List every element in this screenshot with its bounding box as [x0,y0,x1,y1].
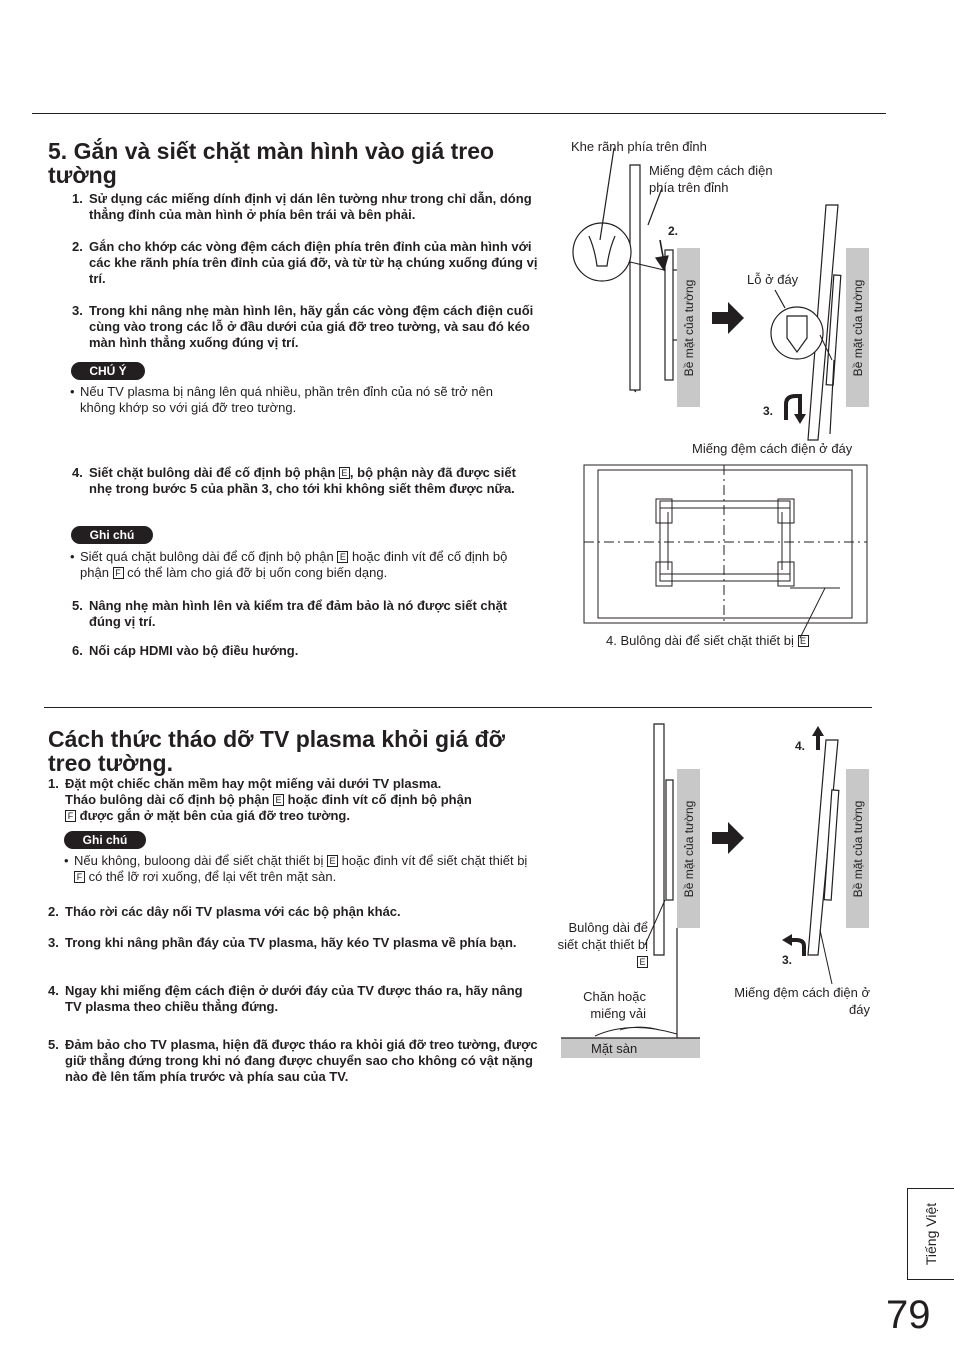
step-text: Tháo rời các dây nối TV plasma với các bộ phận khác. [65,904,401,919]
step-text: Nối cáp HDMI vào bộ điều hướng. [89,643,299,658]
part-e-icon: E [273,794,284,806]
step-number: 2. [48,904,59,919]
section1-step-4: 4. Siết chặt bulông dài để cố định bộ phận E , bộ phận này đã được siết nhẹ trong bước 5 của phần 3, cho tới khi không siết thêm được nữa. [72,465,516,496]
bolt-caption: 4. Bulông dài để siết chặt thiết bị E [606,632,809,649]
step-number: 4. [48,983,59,998]
step-number: 2. [72,239,83,254]
step-text: Ngay khi miếng đệm cách điện ở dưới đáy của TV được tháo ra, hãy nâng TV plasma theo chiều thẳng đứng. [65,983,523,1014]
section1-title: 5. Gắn và siết chặt màn hình vào giá treo tường [48,138,495,188]
section2-title: Cách thức tháo dỡ TV plasma khỏi giá đỡ treo tường. [48,726,506,776]
step-text: Sử dụng các miếng dính định vị dán lên tường như trong chỉ dẫn, dóng thẳng đỉnh của màn hình ở phía bên trái và bên phải. [89,191,532,222]
section2-step-4 [48,983,538,1015]
step-text: Trong khi nâng phần đáy của TV plasma, hãy kéo TV plasma về phía bạn. [65,935,517,950]
part-e-icon: E [327,855,338,867]
label-top-slot: Khe rãnh phía trên đỉnh [571,139,707,154]
step-number: 4. [72,465,83,480]
part-e-icon: E [339,467,350,479]
section2-step-1: 1. Đặt một chiếc chăn mềm hay một miếng vải dưới TV plasma. Tháo bulông dài cố định bộ phận E hoặc đinh vít cố định bộ phận F được gắn ở mặt bên của giá đỡ treo tường. [48,776,472,823]
section2-rule [44,707,872,708]
caution-text: Nếu TV plasma bị nâng lên quá nhiều, phần trên đỉnh của nó sẽ trở nên không khớp so với giá đỡ treo tường. [80,384,494,415]
section2-step-3 [48,935,538,951]
label-bottom-hole: Lỗ ở đáy [747,272,799,287]
label-floor: Mặt sàn [591,1041,638,1056]
step-2-marker: 2. [668,224,679,238]
label-top-spacer: Miếng đệm cách điện phía trên đỉnh [649,163,773,195]
label-bottom-spacer: Miếng đệm cách điện ở đáy [692,441,853,456]
step-text: Đảm bảo cho TV plasma, hiện đã được tháo ra khỏi giá đỡ treo tường, được giữ thẳng đứng trong khi nó đang được chuyển sao cho không có vật nặng nào đè lên tấm phía trước và phía sau của TV. [65,1037,538,1084]
note-text-2: • Nếu không, buloong dài để siết chặt thiết bị E hoặc đinh vít để siết chặt thiết bị F có thể lỡ rơi xuống, để lại vết trên mặt sàn. [64,853,528,884]
step-number: 1. [48,776,59,791]
step-text: Nâng nhẹ màn hình lên và kiểm tra để đảm bảo là nó được siết chặt đúng vị trí. [89,598,508,629]
wall-surface-3: Bề mặt của tường [677,769,700,928]
part-e-icon: E [337,551,348,563]
caution-badge: CHÚ Ý [71,362,145,380]
step-4-marker: 4. [795,739,806,753]
step-number: 1. [72,191,83,206]
wall-surface-2: Bề mặt của tường [846,248,869,407]
caution-note: • Nếu TV plasma bị nâng lên quá nhiều, phần trên đỉnh của nó sẽ trở nên không khớp so với giá đỡ treo tường. [70,384,520,416]
section2-step-5 [48,1037,538,1085]
label-bolt: Bulông dài để siết chặt thiết bị E [557,920,648,967]
step-3-marker: 3. [763,404,774,418]
note-badge-2: Ghi chú [64,831,146,849]
part-f-icon: F [74,871,85,883]
step-number: 3. [48,935,59,950]
step-number: 3. [72,303,83,318]
section2-step-2 [48,904,538,920]
label-bottom-spacer-2: Miếng đệm cách điện ở đáy [734,985,870,1017]
language-tab: Tiếng Việt [907,1188,954,1280]
note-text-1: • Siết quá chặt bulông dài để cố định bộ phận E hoặc đinh vít để cố định bộ phận F có thể làm cho giá đỡ bị uốn cong biến dạng. [70,549,508,580]
part-f-icon: F [113,567,124,579]
step-text: Gắn cho khớp các vòng đệm cách điện phía trên đỉnh của màn hình với các khe rãnh phía trên đỉnh của giá đỡ, và từ từ hạ chúng xuống đúng vị trí. [89,239,538,286]
part-f-icon: F [65,810,76,822]
note-badge: Ghi chú [71,526,153,544]
part-e-icon: E [798,635,809,647]
step-number: 5. [48,1037,59,1052]
wall-surface-1: Bề mặt của tường [677,248,700,407]
step-text: Trong khi nâng nhẹ màn hình lên, hãy gắn các vòng đệm cách điện cuối cùng vào trong các lỗ ở đầu dưới của giá đỡ treo tường, và sau đó kéo màn hình thẳng xuống đúng vị trí. [89,303,534,350]
label-blanket: Chăn hoặc miếng vải [583,989,646,1021]
part-e-icon: E [637,956,648,968]
step-number: 5. [72,598,83,613]
step-number: 6. [72,643,83,658]
step-3-marker-2: 3. [782,953,793,967]
wall-surface-4: Bề mặt của tường [846,769,869,928]
page-number: 79 [886,1293,931,1337]
